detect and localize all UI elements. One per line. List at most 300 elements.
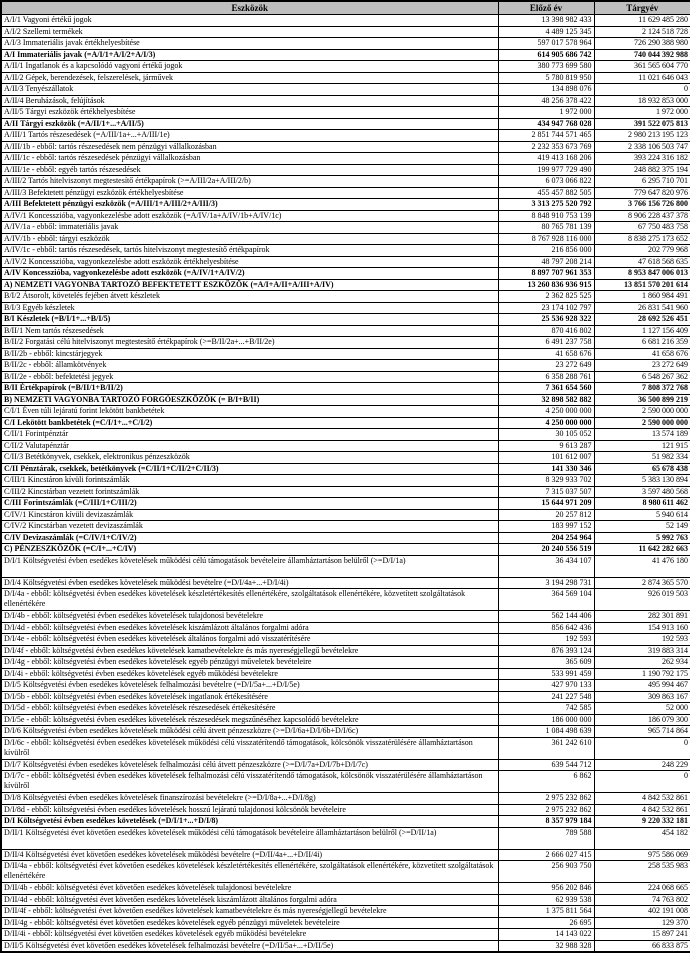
row-current-year-value: 2 874 365 570 bbox=[594, 577, 690, 589]
row-label: A/II/5 Tárgyi eszközök értékhelyesbítése bbox=[1, 107, 498, 119]
row-label: C/III/2 Kincstárban vezetett forintszámlák bbox=[1, 486, 498, 498]
row-current-year-value: 13 574 189 bbox=[594, 429, 690, 441]
row-label: D/I/4d - ebből: költségvetési évben esedékes követelések kiszámlázott általános forgalmi adóra bbox=[1, 622, 498, 634]
row-prev-year-value: 134 898 076 bbox=[498, 84, 594, 96]
table-row bbox=[1, 233, 690, 245]
column-header-eszkozok: Eszközök bbox=[1, 1, 498, 15]
row-label: D/II/4i - ebből: költségvetési évet követően esedékes követelések egyéb működési bevételekre bbox=[1, 929, 498, 941]
row-current-year-value: 926 019 503 bbox=[594, 589, 690, 611]
row-current-year-value: 361 565 604 770 bbox=[594, 61, 690, 73]
row-prev-year-value: 183 997 152 bbox=[498, 521, 594, 533]
table-row bbox=[1, 210, 690, 222]
row-label: A/II/1 Ingatlanok és a kapcsolódó vagyoni értékű jogok bbox=[1, 61, 498, 73]
row-current-year-value: 248 882 375 194 bbox=[594, 164, 690, 176]
row-prev-year-value: 2 975 232 862 bbox=[498, 793, 594, 805]
row-prev-year-value: 7 315 037 507 bbox=[498, 486, 594, 498]
table-row bbox=[1, 337, 690, 349]
row-current-year-value: 393 224 316 182 bbox=[594, 153, 690, 165]
row-label: D/II/4f - ebből: költségvetési évet követően esedékes követelések kamatbevételekre és más nyereségjellegű bevételekre bbox=[1, 906, 498, 918]
row-current-year-value: 154 913 160 bbox=[594, 622, 690, 634]
row-prev-year-value: 9 613 287 bbox=[498, 440, 594, 452]
row-label: C/IV Devizaszámlák (=C/IV/1+C/IV/2) bbox=[1, 532, 498, 544]
row-label: A/III/1c - ebből: tartós részesedések pénzügyi vállalkozásban bbox=[1, 153, 498, 165]
table-row bbox=[1, 555, 690, 577]
table-row bbox=[1, 164, 690, 176]
row-prev-year-value: 3 194 298 731 bbox=[498, 577, 594, 589]
table-row bbox=[1, 348, 690, 360]
row-label: B/II/2 Forgatási célú hitelviszonyt megtestesítő értékpapírok (>=B/II/2a+...+B/II/2e) bbox=[1, 337, 498, 349]
row-prev-year-value: 3 313 275 520 792 bbox=[498, 199, 594, 211]
row-label: C/III/1 Kincstáron kívüli forintszámlák bbox=[1, 475, 498, 487]
row-label: D/I/4e - ebből: költségvetési évben esedékes követelések általános forgalmi adó visszatérítésére bbox=[1, 634, 498, 646]
row-label: C/I Lekötött bankbetétek (=C/I/1+...+C/I/2) bbox=[1, 417, 498, 429]
table-row bbox=[1, 816, 690, 828]
row-label: B/II Értékpapírok (=B/II/1+B/II/2) bbox=[1, 383, 498, 395]
row-current-year-value: 192 593 bbox=[594, 634, 690, 646]
table-row bbox=[1, 417, 690, 429]
row-label: D/I Költségvetési évben esedékes követelések (=D/I/1+...+D/I/8) bbox=[1, 816, 498, 828]
row-prev-year-value: 562 144 406 bbox=[498, 611, 594, 623]
row-current-year-value: 309 863 167 bbox=[594, 691, 690, 703]
row-prev-year-value: 4 250 000 000 bbox=[498, 417, 594, 429]
row-prev-year-value: 365 609 bbox=[498, 657, 594, 669]
row-prev-year-value: 434 947 768 028 bbox=[498, 118, 594, 130]
row-current-year-value: 402 191 008 bbox=[594, 906, 690, 918]
table-row bbox=[1, 532, 690, 544]
table-row bbox=[1, 486, 690, 498]
row-current-year-value: 2 338 106 503 747 bbox=[594, 141, 690, 153]
row-prev-year-value: 4 489 125 345 bbox=[498, 26, 594, 38]
row-current-year-value: 454 182 bbox=[594, 827, 690, 849]
row-current-year-value: 41 476 180 bbox=[594, 555, 690, 577]
table-row bbox=[1, 429, 690, 441]
asset-table-body bbox=[1, 15, 690, 953]
row-current-year-value: 13 851 570 201 614 bbox=[594, 279, 690, 291]
row-prev-year-value: 6 862 bbox=[498, 771, 594, 793]
row-current-year-value: 51 982 334 bbox=[594, 452, 690, 464]
row-label: C/III Forintszámlák (=C/III/1+C/III/2) bbox=[1, 498, 498, 510]
row-label: D/I/8 Költségvetési évben esedékes követelések finanszírozási bevételekre (>=D/I/8a+...+D/I/8g) bbox=[1, 793, 498, 805]
row-label: D/II/4 Költségvetési évet követően esedékes követelések működési bevételre (=D/II/4a+...+D/II/4i) bbox=[1, 849, 498, 861]
table-row bbox=[1, 187, 690, 199]
row-label: A/IV/1b - ebből: tárgyi eszközök bbox=[1, 233, 498, 245]
table-row bbox=[1, 302, 690, 314]
table-row bbox=[1, 107, 690, 119]
table-row bbox=[1, 691, 690, 703]
row-prev-year-value: 36 434 107 bbox=[498, 555, 594, 577]
row-current-year-value: 2 590 000 000 bbox=[594, 406, 690, 418]
table-row bbox=[1, 771, 690, 793]
row-label: D/I/6c - ebből: költségvetési évben esedékes követelések működési célú visszatérítendő támogatások, kölcsönök visszatérülésére államháztartáson kívülről bbox=[1, 737, 498, 759]
table-row bbox=[1, 95, 690, 107]
row-prev-year-value: 533 991 459 bbox=[498, 668, 594, 680]
row-current-year-value: 5 383 130 894 bbox=[594, 475, 690, 487]
row-prev-year-value: 856 642 436 bbox=[498, 622, 594, 634]
row-prev-year-value: 216 856 000 bbox=[498, 245, 594, 257]
table-row bbox=[1, 929, 690, 941]
table-row bbox=[1, 26, 690, 38]
row-label: A/III/1 Tartós részesedések (=A/III/1a+...+A/III/1e) bbox=[1, 130, 498, 142]
row-current-year-value: 282 301 891 bbox=[594, 611, 690, 623]
row-label: D/I/7 Költségvetési évben esedékes követelések felhalmozási célú átvett pénzeszközre (>=D/I/7a+D/I/7b+D/I/7c) bbox=[1, 759, 498, 771]
row-prev-year-value: 2 232 353 673 769 bbox=[498, 141, 594, 153]
row-prev-year-value: 8 767 928 116 000 bbox=[498, 233, 594, 245]
table-row bbox=[1, 15, 690, 27]
table-row bbox=[1, 906, 690, 918]
table-row bbox=[1, 475, 690, 487]
row-label: C/I/1 Éven túli lejáratú forint lekötött bankbetétek bbox=[1, 406, 498, 418]
row-label: A/I/1 Vagyoni értékű jogok bbox=[1, 15, 498, 27]
row-label: A/I/3 Immateriális javak értékhelyesbítése bbox=[1, 38, 498, 50]
row-current-year-value: 779 647 820 976 bbox=[594, 187, 690, 199]
table-row bbox=[1, 883, 690, 895]
table-header-row bbox=[1, 1, 690, 15]
row-label: D/II/4d - ebből: költségvetési évet követően esedékes követelések kiszámlázott általános forgalmi adóra bbox=[1, 894, 498, 906]
row-current-year-value: 8 906 228 437 378 bbox=[594, 210, 690, 222]
table-row bbox=[1, 84, 690, 96]
row-prev-year-value: 789 588 bbox=[498, 827, 594, 849]
row-prev-year-value: 361 242 610 bbox=[498, 737, 594, 759]
row-label: A/IV/2 Koncesszióba, vagyonkezelésbe adott eszközök értékhelyesbítése bbox=[1, 256, 498, 268]
row-current-year-value: 67 750 483 758 bbox=[594, 222, 690, 234]
row-current-year-value: 65 678 438 bbox=[594, 463, 690, 475]
row-label: A/IV/1c - ebből: tartós részesedések, tartós hitelviszonyt megtestesítő értékpapírok bbox=[1, 245, 498, 257]
table-row bbox=[1, 176, 690, 188]
row-current-year-value: 726 290 388 980 bbox=[594, 38, 690, 50]
row-label: A/IV Koncesszióba, vagyonkezelésbe adott eszközök (=A/IV/1+A/IV/2) bbox=[1, 268, 498, 280]
row-label: B/I/3 Egyéb készletek bbox=[1, 302, 498, 314]
row-current-year-value: 26 831 541 960 bbox=[594, 302, 690, 314]
row-label: D/II/4g - ebből: költségvetési évet követően esedékes követelések egyéb pénzügyi műveletek bevételeire bbox=[1, 917, 498, 929]
row-label: D/I/4g - ebből: költségvetési évben esedékes követelések egyéb pénzügyi műveletek bevételeire bbox=[1, 657, 498, 669]
row-prev-year-value: 26 695 bbox=[498, 917, 594, 929]
table-row bbox=[1, 498, 690, 510]
column-header-elozo-ev: Előző év bbox=[498, 1, 594, 15]
row-label: A/IV/1a - ebből: immateriális javak bbox=[1, 222, 498, 234]
table-row bbox=[1, 268, 690, 280]
row-prev-year-value: 956 202 846 bbox=[498, 883, 594, 895]
table-row bbox=[1, 130, 690, 142]
row-current-year-value: 262 934 bbox=[594, 657, 690, 669]
row-prev-year-value: 1 084 498 639 bbox=[498, 726, 594, 738]
row-label: A/IV/1 Koncesszióba, vagyonkezelésbe adott eszközök (=A/IV/1a+A/IV/1b+A/IV/1c) bbox=[1, 210, 498, 222]
row-current-year-value: 1 972 000 bbox=[594, 107, 690, 119]
row-prev-year-value: 4 250 000 000 bbox=[498, 406, 594, 418]
row-current-year-value: 23 272 649 bbox=[594, 360, 690, 372]
row-current-year-value: 5 992 763 bbox=[594, 532, 690, 544]
table-row bbox=[1, 279, 690, 291]
row-label: D/I/1 Költségvetési évben esedékes követelések működési célú támogatások bevételeire államháztartáson belülről (>=D/I/1a) bbox=[1, 555, 498, 577]
row-label: C/II/1 Forintpénztár bbox=[1, 429, 498, 441]
row-prev-year-value: 14 143 022 bbox=[498, 929, 594, 941]
row-prev-year-value: 742 585 bbox=[498, 703, 594, 715]
table-row bbox=[1, 61, 690, 73]
row-label: D/II/5 Költségvetési évet követően esedékes követelések felhalmozási bevételre (=D/II/5a+...+D/II/5e) bbox=[1, 940, 498, 952]
row-current-year-value: 11 021 646 043 bbox=[594, 72, 690, 84]
table-row bbox=[1, 861, 690, 883]
row-prev-year-value: 32 988 328 bbox=[498, 940, 594, 952]
row-label: A/II/2 Gépek, berendezések, felszerelések, járművek bbox=[1, 72, 498, 84]
table-row bbox=[1, 940, 690, 952]
row-label: D/II/4b - ebből: költségvetési évet követően esedékes követelések tulajdonosi bevételekre bbox=[1, 883, 498, 895]
row-current-year-value: 495 994 467 bbox=[594, 680, 690, 692]
row-label: C/IV/2 Kincstárban vezetett devizaszámlák bbox=[1, 521, 498, 533]
row-prev-year-value: 455 457 882 505 bbox=[498, 187, 594, 199]
row-current-year-value: 52 000 bbox=[594, 703, 690, 715]
row-label: D/I/6 Költségvetési évben esedékes követelések működési célú átvett pénzeszközre (>=D/I/6a+D/I/6b+D/I/6c) bbox=[1, 726, 498, 738]
row-label: D/II/1 Költségvetési évet követően esedékes követelések működési célú támogatások bevételeire államháztartáson belülről (>=D/II/1a) bbox=[1, 827, 498, 849]
row-current-year-value: 8 953 847 006 013 bbox=[594, 268, 690, 280]
row-current-year-value: 1 860 984 491 bbox=[594, 291, 690, 303]
row-prev-year-value: 41 658 676 bbox=[498, 348, 594, 360]
row-current-year-value: 975 586 069 bbox=[594, 849, 690, 861]
table-row bbox=[1, 72, 690, 84]
row-prev-year-value: 2 851 744 571 465 bbox=[498, 130, 594, 142]
row-current-year-value: 2 590 000 000 bbox=[594, 417, 690, 429]
table-row bbox=[1, 141, 690, 153]
row-label: D/I/4i - ebből: költségvetési évben esedékes követelések egyéb működési bevételekre bbox=[1, 668, 498, 680]
row-label: D/I/5d - ebből: költségvetési évben esedékes követelések részesedések értékesítésére bbox=[1, 703, 498, 715]
row-prev-year-value: 427 970 133 bbox=[498, 680, 594, 692]
row-prev-year-value: 192 593 bbox=[498, 634, 594, 646]
row-label: A/II/3 Tenyészállatok bbox=[1, 84, 498, 96]
row-current-year-value: 0 bbox=[594, 771, 690, 793]
table-row bbox=[1, 440, 690, 452]
row-label: D/I/7c - ebből: költségvetési évben esedékes követelések felhalmozási célú visszatérítendő támogatások, kölcsönök visszatérülésére államháztartáson kívülről bbox=[1, 771, 498, 793]
row-current-year-value: 0 bbox=[594, 84, 690, 96]
row-prev-year-value: 13 260 836 936 915 bbox=[498, 279, 594, 291]
row-current-year-value: 391 522 075 813 bbox=[594, 118, 690, 130]
table-row bbox=[1, 645, 690, 657]
table-row bbox=[1, 314, 690, 326]
row-prev-year-value: 380 773 699 580 bbox=[498, 61, 594, 73]
row-current-year-value: 121 915 bbox=[594, 440, 690, 452]
row-current-year-value: 4 842 532 861 bbox=[594, 793, 690, 805]
row-current-year-value: 15 897 241 bbox=[594, 929, 690, 941]
row-label: B/II/1 Nem tartós részesedések bbox=[1, 325, 498, 337]
row-current-year-value: 248 229 bbox=[594, 759, 690, 771]
row-label: A/III/1b - ebből: tartós részesedések nem pénzügyi vállalkozásban bbox=[1, 141, 498, 153]
table-row bbox=[1, 827, 690, 849]
table-row bbox=[1, 38, 690, 50]
column-header-targyev: Tárgyév bbox=[594, 1, 690, 15]
table-row bbox=[1, 714, 690, 726]
row-prev-year-value: 870 416 802 bbox=[498, 325, 594, 337]
row-current-year-value: 6 681 216 359 bbox=[594, 337, 690, 349]
table-row bbox=[1, 222, 690, 234]
table-row bbox=[1, 634, 690, 646]
table-row bbox=[1, 589, 690, 611]
table-row bbox=[1, 360, 690, 372]
row-prev-year-value: 597 017 578 964 bbox=[498, 38, 594, 50]
row-current-year-value: 4 842 532 861 bbox=[594, 804, 690, 816]
table-row bbox=[1, 737, 690, 759]
table-row bbox=[1, 759, 690, 771]
row-current-year-value: 3 597 480 568 bbox=[594, 486, 690, 498]
row-current-year-value: 11 629 485 280 bbox=[594, 15, 690, 27]
table-row bbox=[1, 452, 690, 464]
row-current-year-value: 41 658 676 bbox=[594, 348, 690, 360]
row-current-year-value: 319 883 314 bbox=[594, 645, 690, 657]
row-prev-year-value: 101 612 007 bbox=[498, 452, 594, 464]
row-prev-year-value: 62 939 538 bbox=[498, 894, 594, 906]
row-label: B/I/2 Átsorolt, követelés fejében átvett készletek bbox=[1, 291, 498, 303]
row-prev-year-value: 2 975 232 862 bbox=[498, 804, 594, 816]
table-row bbox=[1, 917, 690, 929]
row-prev-year-value: 8 848 910 753 139 bbox=[498, 210, 594, 222]
row-label: D/I/8d - ebből: költségvetési évben esedékes követelések hosszú lejáratú tulajdonosi kölcsönök bevételeire bbox=[1, 804, 498, 816]
row-current-year-value: 52 149 bbox=[594, 521, 690, 533]
row-prev-year-value: 6 491 237 758 bbox=[498, 337, 594, 349]
row-label: D/I/4b - ebből: költségvetési évben esedékes követelések tulajdonosi bevételekre bbox=[1, 611, 498, 623]
table-row bbox=[1, 509, 690, 521]
row-current-year-value: 8 980 611 462 bbox=[594, 498, 690, 510]
row-prev-year-value: 5 780 819 950 bbox=[498, 72, 594, 84]
row-label: B/II/2e - ebből: befektetési jegyek bbox=[1, 371, 498, 383]
row-prev-year-value: 241 227 548 bbox=[498, 691, 594, 703]
row-label: A/III/2 Tartós hitelviszonyt megtestesítő értékpapírok (>=A/III/2a+A/III/2/b) bbox=[1, 176, 498, 188]
row-label: D/I/4f - ebből: költségvetési évben esedékes követelések kamatbevételekre és más nyereségjellegű bevételekre bbox=[1, 645, 498, 657]
row-prev-year-value: 639 544 712 bbox=[498, 759, 594, 771]
row-current-year-value: 7 808 372 768 bbox=[594, 383, 690, 395]
table-row bbox=[1, 49, 690, 61]
row-current-year-value: 129 370 bbox=[594, 917, 690, 929]
table-row bbox=[1, 199, 690, 211]
table-row bbox=[1, 680, 690, 692]
table-row bbox=[1, 611, 690, 623]
row-label: A/III/1e - ebből: egyéb tartós részesedések bbox=[1, 164, 498, 176]
row-label: C) PÉNZESZKÖZÖK (=C/I+...+C/IV) bbox=[1, 544, 498, 556]
row-current-year-value: 965 714 864 bbox=[594, 726, 690, 738]
row-current-year-value: 47 618 568 635 bbox=[594, 256, 690, 268]
row-prev-year-value: 8 357 979 184 bbox=[498, 816, 594, 828]
table-row bbox=[1, 394, 690, 406]
row-prev-year-value: 25 536 928 322 bbox=[498, 314, 594, 326]
table-row bbox=[1, 463, 690, 475]
table-row bbox=[1, 291, 690, 303]
table-row bbox=[1, 521, 690, 533]
table-row bbox=[1, 668, 690, 680]
row-label: B/II/2c - ebből: államkötvények bbox=[1, 360, 498, 372]
row-label: A/I Immateriális javak (=A/I/1+A/I/2+A/I/3) bbox=[1, 49, 498, 61]
row-prev-year-value: 364 569 104 bbox=[498, 589, 594, 611]
row-prev-year-value: 48 256 378 422 bbox=[498, 95, 594, 107]
row-current-year-value: 2 980 213 195 123 bbox=[594, 130, 690, 142]
row-current-year-value: 5 940 614 bbox=[594, 509, 690, 521]
row-prev-year-value: 20 257 812 bbox=[498, 509, 594, 521]
row-label: C/IV/1 Kincstáron kívüli devizaszámlák bbox=[1, 509, 498, 521]
row-label: D/I/5b - ebből: költségvetési évben esedékes követelések ingatlanok értékesítésére bbox=[1, 691, 498, 703]
table-row bbox=[1, 153, 690, 165]
row-current-year-value: 186 079 300 bbox=[594, 714, 690, 726]
row-current-year-value: 28 692 526 451 bbox=[594, 314, 690, 326]
row-prev-year-value: 48 797 208 214 bbox=[498, 256, 594, 268]
row-prev-year-value: 30 105 052 bbox=[498, 429, 594, 441]
row-label: C/II/2 Valutapénztár bbox=[1, 440, 498, 452]
row-label: D/II/4a - ebből: költségvetési évet követően esedékes követelések készletértékesítés ellenértékére, szolgáltatások ellenértékére, közvetített szolgáltatások ellenértékére bbox=[1, 861, 498, 883]
table-row bbox=[1, 577, 690, 589]
table-row bbox=[1, 325, 690, 337]
row-prev-year-value: 2 362 825 525 bbox=[498, 291, 594, 303]
table-row bbox=[1, 406, 690, 418]
row-label: D/I/4a - ebből: költségvetési évben esedékes követelések készletértékesítés ellenértékére, szolgáltatások ellenértékére, közvetített szolgáltatások ellenértékére bbox=[1, 589, 498, 611]
row-current-year-value: 9 220 332 181 bbox=[594, 816, 690, 828]
table-row bbox=[1, 793, 690, 805]
row-current-year-value: 258 535 983 bbox=[594, 861, 690, 883]
row-prev-year-value: 199 977 729 490 bbox=[498, 164, 594, 176]
table-row bbox=[1, 256, 690, 268]
row-label: B/II/2b - ebből: kincstárjegyek bbox=[1, 348, 498, 360]
row-label: B/I Készletek (=B/I/1+...+B/I/5) bbox=[1, 314, 498, 326]
table-row bbox=[1, 703, 690, 715]
row-prev-year-value: 6 358 288 761 bbox=[498, 371, 594, 383]
table-row bbox=[1, 371, 690, 383]
row-current-year-value: 0 bbox=[594, 737, 690, 759]
row-label: A/II/4 Beruházások, felújítások bbox=[1, 95, 498, 107]
row-prev-year-value: 23 272 649 bbox=[498, 360, 594, 372]
row-label: A/III/3 Befektetett pénzügyi eszközök értékhelyesbítése bbox=[1, 187, 498, 199]
row-prev-year-value: 419 413 168 206 bbox=[498, 153, 594, 165]
row-current-year-value: 74 763 802 bbox=[594, 894, 690, 906]
row-prev-year-value: 1 972 000 bbox=[498, 107, 594, 119]
row-label: A) NEMZETI VAGYONBA TARTOZÓ BEFEKTETETT ESZKÖZÖK (=A/I+A/II+A/III+A/IV) bbox=[1, 279, 498, 291]
table-row bbox=[1, 622, 690, 634]
row-prev-year-value: 15 644 971 209 bbox=[498, 498, 594, 510]
row-current-year-value: 36 500 899 219 bbox=[594, 394, 690, 406]
row-prev-year-value: 8 329 933 702 bbox=[498, 475, 594, 487]
table-row bbox=[1, 245, 690, 257]
row-prev-year-value: 2 666 027 415 bbox=[498, 849, 594, 861]
table-row bbox=[1, 726, 690, 738]
row-prev-year-value: 7 361 654 560 bbox=[498, 383, 594, 395]
table-row bbox=[1, 544, 690, 556]
table-row bbox=[1, 657, 690, 669]
row-prev-year-value: 13 398 982 433 bbox=[498, 15, 594, 27]
row-prev-year-value: 614 905 686 742 bbox=[498, 49, 594, 61]
row-current-year-value: 6 548 267 362 bbox=[594, 371, 690, 383]
row-label: A/III Befektetett pénzügyi eszközök (=A/III/1+A/III/2+A/III/3) bbox=[1, 199, 498, 211]
row-current-year-value: 66 833 875 bbox=[594, 940, 690, 952]
row-prev-year-value: 20 240 556 519 bbox=[498, 544, 594, 556]
row-current-year-value: 740 044 392 988 bbox=[594, 49, 690, 61]
row-label: D/I/5e - ebből: költségvetési évben esedékes követelések részesedések megszűnéséhez kapcsolódó bevételekre bbox=[1, 714, 498, 726]
row-current-year-value: 224 068 665 bbox=[594, 883, 690, 895]
row-label: C/II/3 Betétkönyvek, csekkek, elektronikus pénzeszközök bbox=[1, 452, 498, 464]
table-row bbox=[1, 383, 690, 395]
row-current-year-value: 18 932 853 000 bbox=[594, 95, 690, 107]
row-current-year-value: 11 642 282 663 bbox=[594, 544, 690, 556]
row-prev-year-value: 23 174 102 797 bbox=[498, 302, 594, 314]
row-label: D/I/4 Költségvetési évben esedékes követelések működési bevételre (=D/I/4a+...+D/I/4i) bbox=[1, 577, 498, 589]
row-current-year-value: 6 295 710 701 bbox=[594, 176, 690, 188]
row-label: C/II Pénztárak, csekkek, betétkönyvek (=C/II/1+C/II/2+C/II/3) bbox=[1, 463, 498, 475]
row-prev-year-value: 876 393 124 bbox=[498, 645, 594, 657]
row-label: D/I/5 Költségvetési évben esedékes követelések felhalmozási bevételre (=D/I/5a+...+D/I/5e) bbox=[1, 680, 498, 692]
row-current-year-value: 2 124 518 728 bbox=[594, 26, 690, 38]
row-prev-year-value: 6 073 066 822 bbox=[498, 176, 594, 188]
table-row bbox=[1, 894, 690, 906]
row-prev-year-value: 256 903 750 bbox=[498, 861, 594, 883]
row-prev-year-value: 1 375 811 564 bbox=[498, 906, 594, 918]
row-current-year-value: 3 766 156 726 800 bbox=[594, 199, 690, 211]
row-prev-year-value: 8 897 707 961 353 bbox=[498, 268, 594, 280]
row-label: A/II Tárgyi eszközök (=A/II/1+...+A/II/5) bbox=[1, 118, 498, 130]
table-row bbox=[1, 118, 690, 130]
row-prev-year-value: 204 254 964 bbox=[498, 532, 594, 544]
row-current-year-value: 8 838 275 173 652 bbox=[594, 233, 690, 245]
row-current-year-value: 1 127 156 409 bbox=[594, 325, 690, 337]
row-prev-year-value: 141 330 346 bbox=[498, 463, 594, 475]
